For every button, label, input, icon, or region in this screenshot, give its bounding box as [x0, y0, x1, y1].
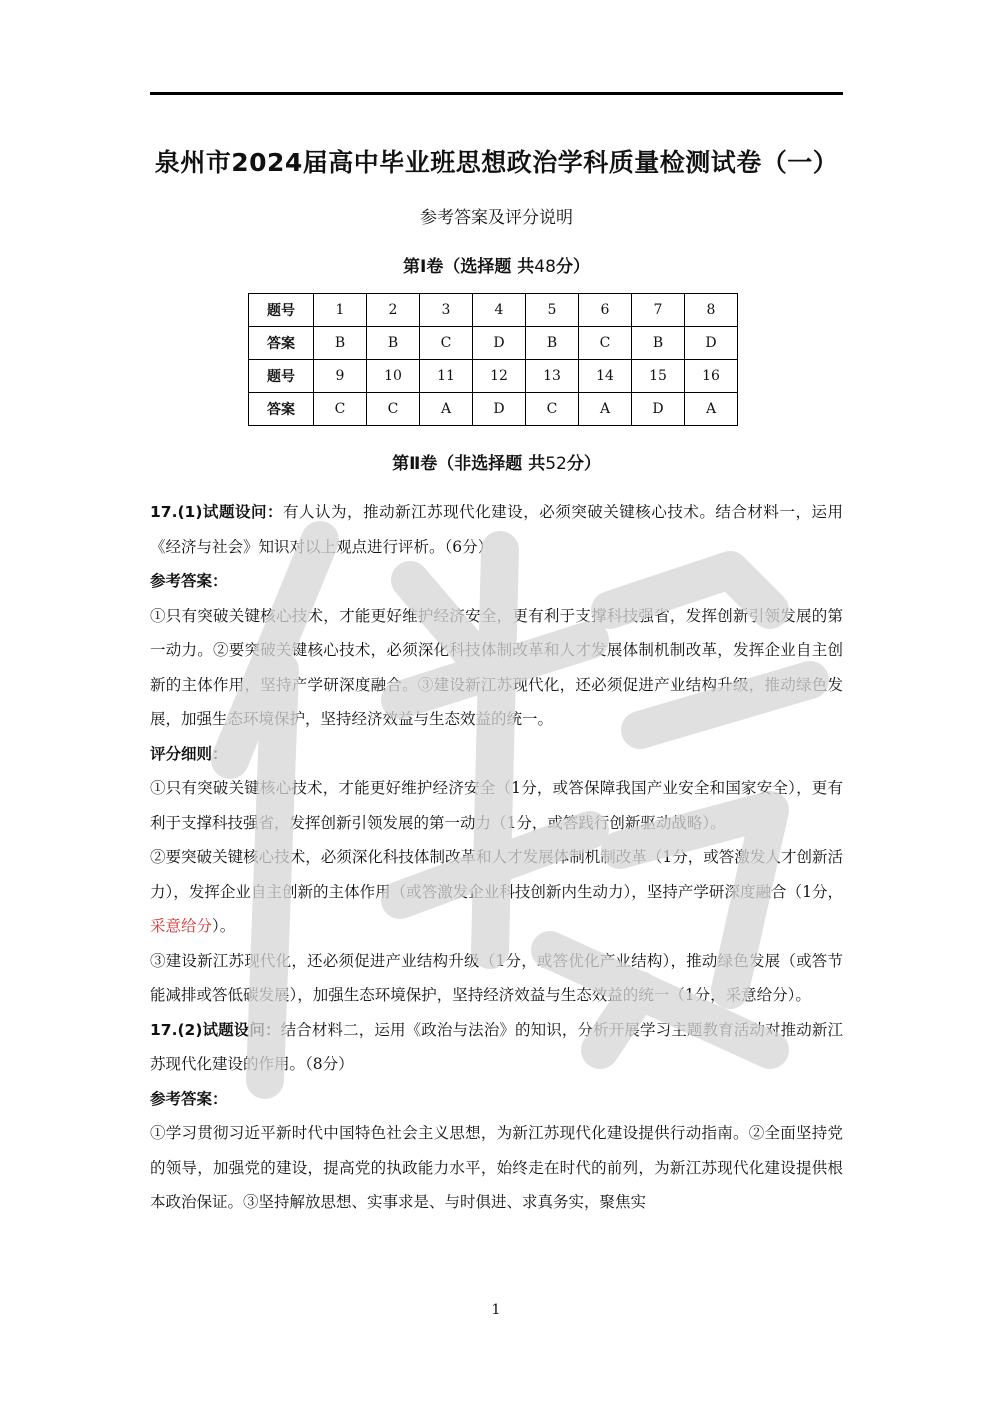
part2-heading-prefix: 第Ⅱ卷（非选择题 共: [392, 454, 546, 474]
document-subtitle: 参考答案及评分说明: [420, 208, 573, 228]
answer-table-cell: C: [420, 327, 473, 360]
q17-1-answer: ①只有突破关键核心技术，才能更好维护经济安全，更有利于支撑科技强省，发挥创新引领发展的第一动力。②要突破关键核心技术，必须深化科技体制改革和人才发展体制机制改革，发挥企业自主创新的主体作用，坚持产学研深度融合。③建设新江苏现代化，还必须促进产业结构升级，推动绿色发展，加强生态环境保护，坚持经济效益与生态效益的统一。: [150, 606, 843, 728]
q17-2-answer: ①学习贯彻习近平新时代中国特色社会主义思想，为新江苏现代化建设提供行动指南。②全面坚持党的领导，加强党的建设，提高党的执政能力水平，始终走在时代的前列，为新江苏现代化建设提供根本政治保证。③坚持解放思想、实事求是、与时俱进、求真务实，聚焦实: [150, 1124, 843, 1211]
answer-table-cell: 6: [579, 294, 632, 327]
answer-table-cell: 16: [685, 360, 738, 393]
answer-table-cell: B: [526, 327, 579, 360]
q17-1-answer-label: 参考答案：: [150, 572, 228, 590]
answer-table-cell: 15: [632, 360, 685, 393]
answer-content: [150, 495, 843, 1220]
q17-1-rubric-2: [150, 840, 843, 944]
answer-table-row-label: 答案: [249, 327, 314, 360]
answer-table-cell: B: [314, 327, 367, 360]
answer-table-row: [249, 327, 738, 360]
q17-1-rubric-2-end: ）。: [212, 917, 236, 935]
answer-table-cell: A: [420, 393, 473, 426]
answer-table-cell: A: [685, 393, 738, 426]
q17-1-rubric-label: 评分细则：: [150, 744, 228, 763]
answer-table-cell: C: [367, 393, 420, 426]
q17-2-answer-label: 参考答案：: [150, 1089, 228, 1108]
answer-table-cell: D: [632, 393, 685, 426]
answer-table-cell: D: [473, 393, 526, 426]
answer-table-cell: C: [579, 327, 632, 360]
answer-table-cell: 14: [579, 360, 632, 393]
q17-1-rubric-3: ③建设新江苏现代化，还必须促进产业结构升级（1分，或答优化产业结构），推动绿色发展（或答节能减排或答低碳发展），加强生态环境保护，坚持经济效益与生态效益的统一（1分，采意给分）。: [150, 951, 843, 1004]
part2-heading: [150, 449, 843, 474]
q17-1-label: 17.(1)试题设问：: [150, 503, 283, 521]
q17-2-question-text: 结合材料二，运用《政治与法治》的知识，分析开展学习主题教育活动对推动新江苏现代化建设的作用。（8分）: [150, 1020, 843, 1073]
answer-table-cell: 10: [367, 360, 420, 393]
answer-table-cell: C: [314, 393, 367, 426]
answer-table-cell: D: [473, 327, 526, 360]
document-title: 泉州市2024届高中毕业班思想政治学科质量检测试卷（一）: [154, 148, 839, 177]
answer-table-cell: 8: [685, 294, 738, 327]
answer-table-row: [249, 294, 738, 327]
answer-table-cell: 3: [420, 294, 473, 327]
q17-1-question: [150, 495, 843, 564]
answer-table-row: [249, 393, 738, 426]
answer-table-cell: 2: [367, 294, 420, 327]
q17-1-question-text: 有人认为，推动新江苏现代化建设，必须突破关键核心技术。结合材料一，运用《经济与社会》知识对以上观点进行评析。（6分）: [150, 503, 843, 556]
q17-1-rubric-2-highlight: 采意给分: [150, 917, 213, 935]
answer-table-cell: 4: [473, 294, 526, 327]
answer-table-row: [249, 360, 738, 393]
answer-table-cell: B: [367, 327, 420, 360]
answer-table-cell: 1: [314, 294, 367, 327]
answer-table-cell: 11: [420, 360, 473, 393]
answer-table-cell: 12: [473, 360, 526, 393]
answer-table-cell: C: [526, 393, 579, 426]
answer-table-cell: A: [579, 393, 632, 426]
answer-table-row-label: 答案: [249, 393, 314, 426]
part2-heading-suffix: 分）: [566, 454, 601, 474]
answer-table-cell: 13: [526, 360, 579, 393]
q17-2-question: [150, 1013, 843, 1082]
q17-2-label: 17.(2)试题设问：: [150, 1020, 281, 1039]
part1-heading: [150, 252, 843, 277]
q17-1-rubric-2-main: ②要突破关键核心技术，必须深化科技体制改革和人才发展体制机制改革（1分，或答激发人才创新活力），发挥企业自主创新的主体作用（或答激发企业科技创新内生动力），坚持产学研深度融合（1分，: [150, 848, 843, 901]
answer-table-cell: 5: [526, 294, 579, 327]
answer-table: [248, 293, 738, 426]
part1-heading-prefix: 第Ⅰ卷（选择题 共: [403, 257, 535, 277]
answer-table-cell: B: [632, 327, 685, 360]
part1-heading-points: 48: [534, 257, 556, 277]
page-number: 1: [491, 1302, 501, 1318]
part1-heading-suffix: 分）: [555, 257, 590, 277]
answer-table-cell: D: [685, 327, 738, 360]
answer-table-cell: 9: [314, 360, 367, 393]
top-rule: [150, 92, 843, 95]
answer-table-cell: 7: [632, 294, 685, 327]
answer-table-row-label: 题号: [249, 360, 314, 393]
answer-table-row-label: 题号: [249, 294, 314, 327]
part2-heading-points: 52: [545, 454, 567, 474]
q17-1-rubric-1: ①只有突破关键核心技术，才能更好维护经济安全（1分，或答保障我国产业安全和国家安全），更有利于支撑科技强省，发挥创新引领发展的第一动力（1分，或答践行创新驱动战略）。: [150, 779, 843, 832]
